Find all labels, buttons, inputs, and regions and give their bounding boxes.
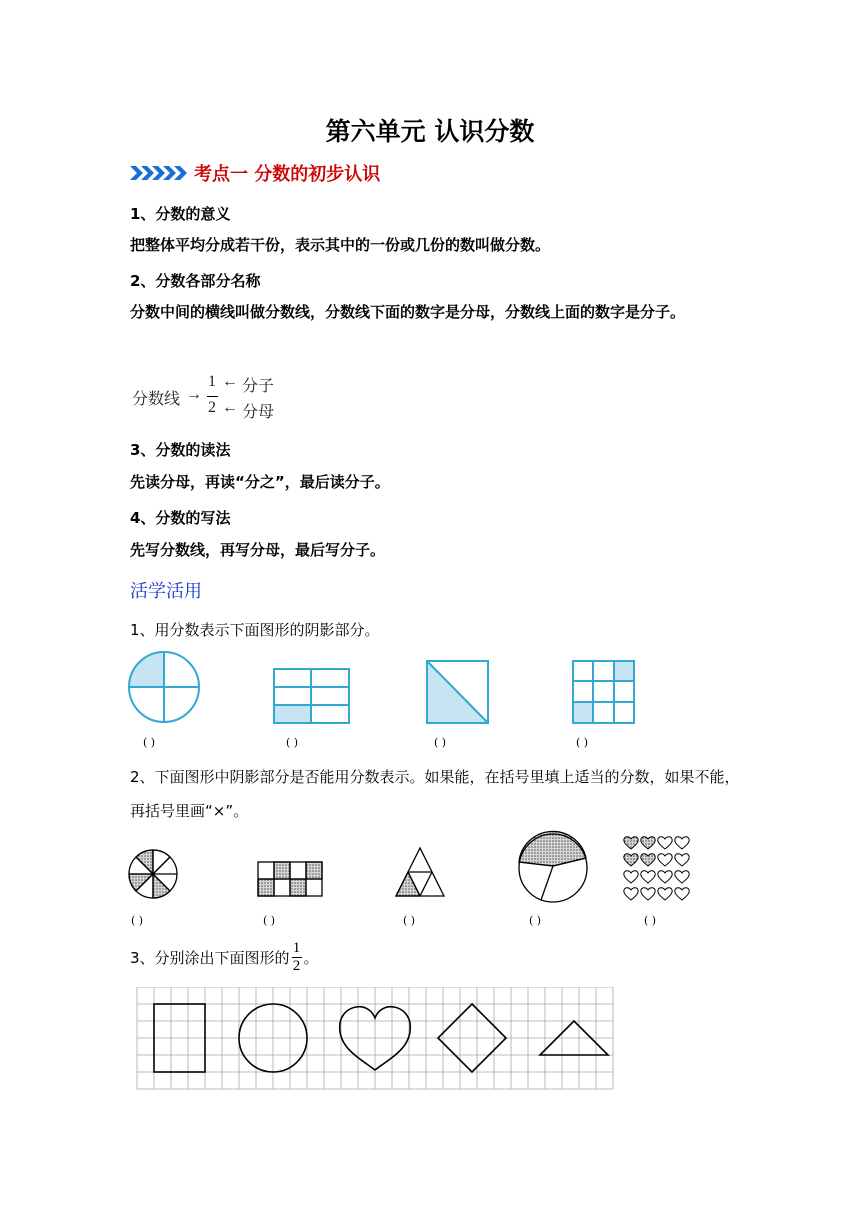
denominator-label: 分母 <box>242 404 275 421</box>
answer-blank[interactable]: ( ) <box>529 914 542 927</box>
unequal-circle-figure <box>519 831 587 902</box>
quartered-circle-figure <box>129 652 199 722</box>
heart-icon <box>658 837 672 849</box>
half-numerator: 1 <box>292 940 301 956</box>
fraction-denominator: 2 <box>208 399 216 416</box>
chevron-arrows-icon <box>130 164 188 182</box>
question-3-prefix: 3、分别涂出下面图形的 <box>130 949 290 967</box>
eight-sector-circle-figure <box>129 850 177 898</box>
question-1-figures <box>128 650 648 730</box>
arrow-right-icon: → <box>186 386 202 403</box>
point-3-subtitle: 3、分数的读法 <box>130 441 231 459</box>
point-2-text: 分数中间的横线叫做分数线，分数线下面的数字是分母，分数线上面的数字是分子。 <box>130 303 686 321</box>
nine-grid-figure <box>573 661 634 723</box>
section-heading <box>130 160 380 186</box>
section-heading-text: 考点一 分数的初步认识 <box>194 164 381 185</box>
arrow-left-icon: ← <box>222 399 238 416</box>
heart-icon <box>641 871 655 883</box>
heart-icon <box>624 871 638 883</box>
heart-icon <box>675 854 689 866</box>
point-4-text: 先写分数线，再写分母，最后写分子。 <box>130 541 386 559</box>
grid-drawing-area[interactable] <box>136 987 626 1091</box>
heart-icon <box>641 837 655 849</box>
half-denominator: 2 <box>292 958 301 974</box>
fraction-numerator: 1 <box>208 373 216 390</box>
question-2-text: 2、下面图形中阴影部分是否能用分数表示。如果能，在括号里填上适当的分数，如果不能，再括号里画“×”。 <box>130 768 740 820</box>
point-1-subtitle: 1、分数的意义 <box>130 205 231 223</box>
heart-icon <box>658 854 672 866</box>
point-4-subtitle: 4、分数的写法 <box>130 509 231 527</box>
heart-icon <box>624 854 638 866</box>
heart-icon <box>658 888 672 900</box>
heart-icon <box>624 888 638 900</box>
fraction-line-label: 分数线 <box>132 391 181 408</box>
answer-blank[interactable]: ( ) <box>286 736 299 749</box>
question-1-text: 1、用分数表示下面图形的阴影部分。 <box>130 621 380 639</box>
diagonal-square-figure <box>427 661 488 723</box>
answer-blank[interactable]: ( ) <box>263 914 276 927</box>
heart-icon <box>641 854 655 866</box>
question-3 <box>130 940 319 975</box>
heart-icon <box>675 871 689 883</box>
heart-icon <box>641 888 655 900</box>
eight-cell-rectangle-figure <box>258 862 322 896</box>
practice-heading: 活学活用 <box>130 581 202 602</box>
heart-icon <box>658 871 672 883</box>
page-title: 第六单元 认识分数 <box>325 117 535 146</box>
point-2-subtitle: 2、分数各部分名称 <box>130 272 261 290</box>
heart-icon <box>675 888 689 900</box>
point-1-text: 把整体平均分成若干份，表示其中的一份或几份的数叫做分数。 <box>130 236 551 254</box>
heart-icon <box>675 837 689 849</box>
question-3-suffix: 。 <box>303 949 319 967</box>
answer-blank[interactable]: ( ) <box>403 914 416 927</box>
fraction-diagram <box>130 372 330 422</box>
half-fraction <box>292 940 302 975</box>
answer-blank[interactable]: ( ) <box>644 914 657 927</box>
point-3-text: 先读分母，再读“分之”，最后读分子。 <box>130 473 390 491</box>
arrow-left-icon: ← <box>222 373 238 390</box>
answer-blank[interactable]: ( ) <box>143 736 156 749</box>
heart-icon <box>624 837 638 849</box>
numerator-label: 分子 <box>242 378 275 395</box>
answer-blank[interactable]: ( ) <box>434 736 447 749</box>
fraction-bar <box>207 396 218 397</box>
answer-blank[interactable]: ( ) <box>131 914 144 927</box>
answer-blank[interactable]: ( ) <box>576 736 589 749</box>
hearts-grid-figure <box>624 837 689 900</box>
triangle-figure <box>396 848 444 896</box>
question-2-figures <box>126 828 716 912</box>
six-part-rectangle-figure <box>274 669 349 723</box>
